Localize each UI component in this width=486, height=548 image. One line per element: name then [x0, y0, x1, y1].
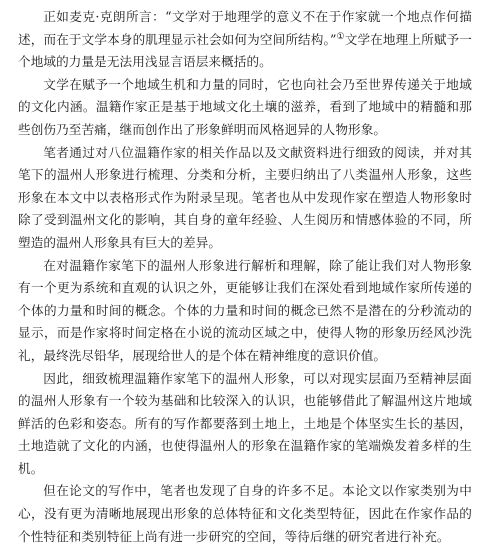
paragraph-3: 笔者通过对八位温籍作家的相关作品以及文献资料进行细致的阅读，并对其笔下的温州人形象进行梳理、分类和分析，主要归纳出了八类温州人形象，这些形象在本文中以表格形式作为附录呈现。笔者也从中发现作家在塑造人物形象时除了受到温州文化的影响，其自身的童年经验、人生阅历和情感体验的不同，所塑造的温州人形象具有巨大的差异。: [18, 144, 472, 250]
paragraph-2: 文学在赋予一个地域生机和力量的同时，它也向社会乃至世界传递关于地域的文化内涵。温籍作家正是基于地域文化土壤的滋养，看到了地域中的精髓和那些创伤乃至苦痛，继而创作出了形象鲜明而风格迥异的人物形象。: [18, 76, 472, 137]
paragraph-1-quote: 正如麦克·克朗所言：“文学对于地理学的意义不在于作家就一个地点作何描述，而在于文学本身的肌理显示社会如何为空间所结构。”: [18, 9, 472, 47]
paragraph-6: 但在论文的写作中，笔者也发现了自身的许多不足。本论文以作家类别为中心，没有更为清晰地展现出形象的总体特征和文化类型特征，因此在作家作品的个性特征和类别特征上尚有进一步研究的空间，等待后继的研究者进行补充。: [18, 483, 472, 544]
paragraph-4: 在对温籍作家笔下的温州人形象进行解析和理解，除了能让我们对人物形象有一个更为系统和直观的认识之外，更能够让我们在深处看到地域作家所传递的个体的力量和时间的概念。个体的力量和时间的概念已然不是潜在的分秒流动的显示，而是作家将时间定格在小说的流动区域之中，使得人物的形象历经风沙洗礼，最终洗尽铅华，展现给世人的是个体在精神维度的意识价值。: [18, 257, 472, 363]
footnote-marker[interactable]: ①: [336, 31, 345, 42]
paragraph-1: [18, 6, 472, 74]
paragraph-5: 因此，细致梳理温籍作家笔下的温州人形象，可以对现实层面乃至精神层面的温州人形象有一个较为基础和比较深入的认识，也能够借此了解温州这片地域鲜活的色彩和姿态。所有的写作都要落到土地上，土地是个体坚实生长的基因，土地造就了文化的内涵，也使得温州人的形象在温籍作家的笔端焕发着多样的生机。: [18, 370, 472, 476]
paragraph-1-rest: 文学在地理上所赋予一个地域的力量是无法用浅显言语层来概括的。: [18, 31, 472, 70]
